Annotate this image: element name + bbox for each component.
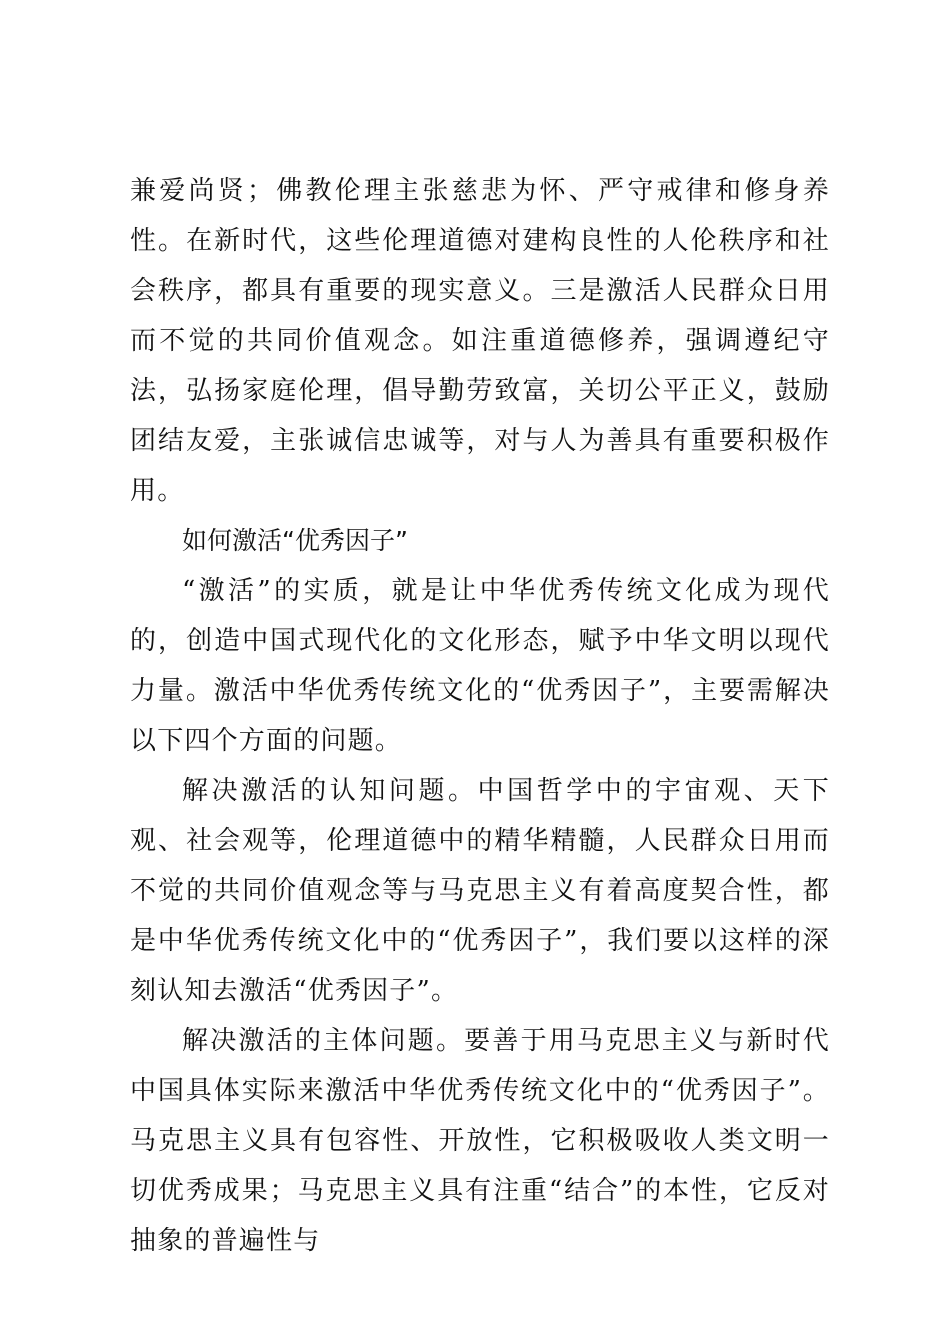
paragraph: “激活”的实质，就是让中华优秀传统文化成为现代的，创造中国式现代化的文化形态，赋予中华文明以现代力量。激活中华优秀传统文化的“优秀因子”，主要需解决以下四个方面的问题。	[130, 576, 830, 756]
paragraph-continued: 兼爱尚贤；佛教伦理主张慈悲为怀、严守戒律和修身养性。在新时代，这些伦理道德对建构良性的人伦秩序和社会秩序，都具有重要的现实意义。三是激活人民群众日用而不觉的共同价值观念。如注重道德修养，强调遵纪守法，弘扬家庭伦理，倡导勤劳致富，关切公平正义，鼓励团结友爱，主张诚信忠诚等，对与人为善具有重要积极作用。	[130, 176, 830, 506]
document-body	[130, 166, 830, 1266]
paragraph: 解决激活的主体问题。要善于用马克思主义与新时代中国具体实际来激活中华优秀传统文化中的“优秀因子”。马克思主义具有包容性、开放性，它积极吸收人类文明一切优秀成果；马克思主义具有注重“结合”的本性，它反对抽象的普遍性与	[130, 1026, 830, 1256]
section-heading: 如何激活“优秀因子”	[182, 526, 408, 555]
paragraph: 解决激活的认知问题。中国哲学中的宇宙观、天下观、社会观等，伦理道德中的精华精髓，人民群众日用而不觉的共同价值观念等与马克思主义有着高度契合性，都是中华优秀传统文化中的“优秀因子”，我们要以这样的深刻认知去激活“优秀因子”。	[130, 776, 830, 1006]
